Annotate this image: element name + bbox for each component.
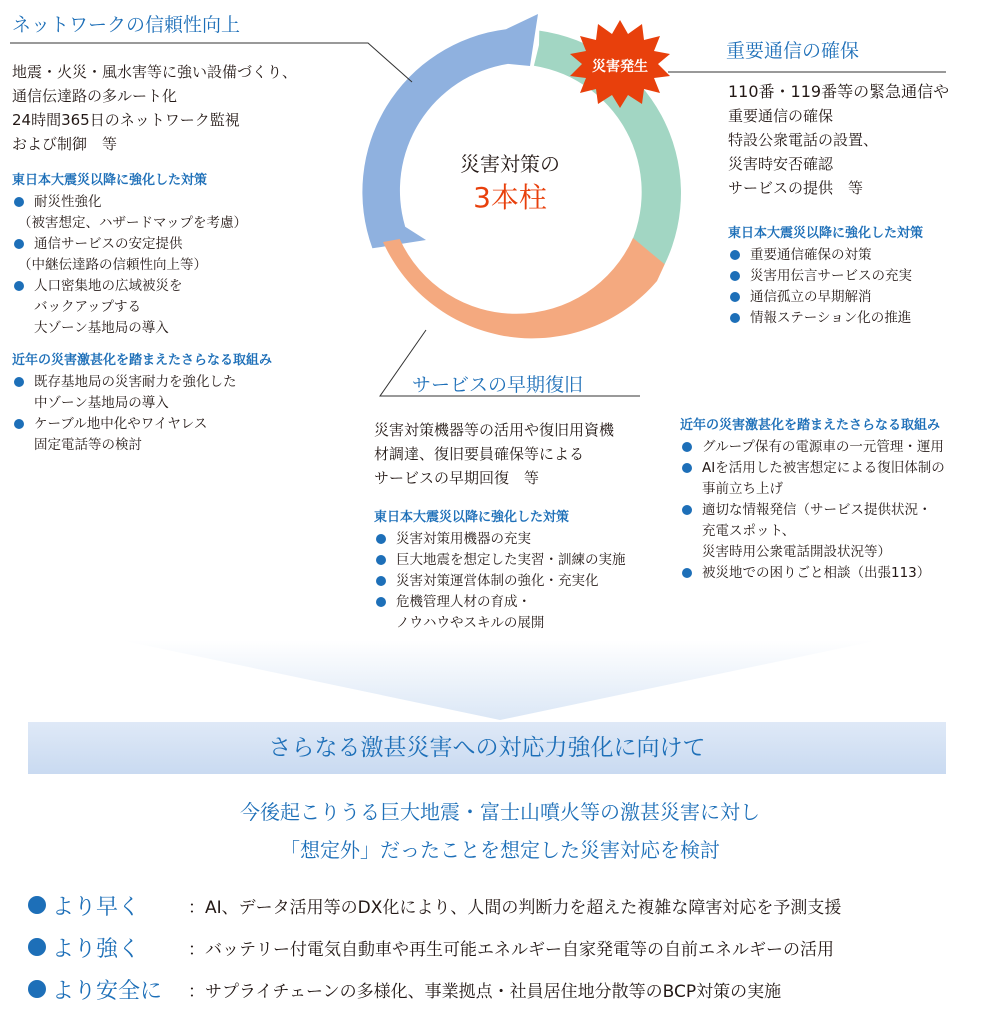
right-section-title: 重要通信の確保 xyxy=(726,40,860,62)
list-item: 通信孤立の早期解消 xyxy=(728,287,923,308)
left-body-line: 地震・火災・風水害等に強い設備づくり、 xyxy=(12,63,298,81)
list-item: 既存基地局の災害耐力を強化した 中ゾーン基地局の導入 xyxy=(12,372,272,414)
list-item-cont: ノウハウやスキルの展開 xyxy=(396,615,545,631)
bottom-body-line: サービスの早期回復 等 xyxy=(374,469,540,487)
bottom-section-body xyxy=(374,418,614,490)
right-sub-block xyxy=(728,222,923,329)
left-sub1-block xyxy=(12,169,247,339)
left-body-line: 通信伝達路の多ルート化 xyxy=(12,87,178,105)
lead-line-2: 「想定外」だったことを想定した災害対応を検討 xyxy=(280,838,720,862)
right-sub-list xyxy=(728,245,923,329)
list-item-cont: 事前立ち上げ xyxy=(702,481,783,497)
list-item-note: （被害想定、ハザードマップを考慮） xyxy=(18,215,247,231)
list-item: 通信サービスの安定提供 xyxy=(12,234,247,255)
right-body-line: 重要通信の確保 xyxy=(728,107,834,125)
left-sub2-block xyxy=(12,349,272,456)
list-item: ケーブル地中化やワイヤレス 固定電話等の検討 xyxy=(12,414,272,456)
right-section-body xyxy=(728,80,949,200)
cycle-center-line1: 災害対策の xyxy=(460,152,560,176)
bullet-dot-icon xyxy=(28,938,46,956)
point-label: より早く xyxy=(52,894,141,920)
point-text: ：サプライチェーンの多様化、事業拠点・社員居住地分散等のBCP対策の実施 xyxy=(188,981,782,1002)
bottom-section-title: サービスの早期復旧 xyxy=(412,374,584,396)
list-item: 耐災性強化 xyxy=(12,192,247,213)
bottom-sub2-heading: 近年の災害激甚化を踏まえたさらなる取組み xyxy=(680,418,941,433)
point-row-stronger xyxy=(28,932,834,962)
point-label: より安全に xyxy=(52,978,163,1004)
bottom-sub1-list xyxy=(374,529,626,634)
list-item: 適切な情報発信（サービス提供状況・ 充電スポット、 災害時用公衆電話開設状況等） xyxy=(680,500,945,563)
bottom-body-line: 材調達、復旧要員確保等による xyxy=(374,445,585,463)
left-body-line: および制御 等 xyxy=(12,135,118,153)
bottom-sub1-block xyxy=(374,506,626,634)
list-item-cont: 中ゾーン基地局の導入 xyxy=(34,395,169,411)
left-body-line: 24時間365日のネットワーク監視 xyxy=(12,111,240,129)
left-sub2-list xyxy=(12,372,272,456)
left-sub2-heading: 近年の災害激甚化を踏まえたさらなる取組み xyxy=(12,353,273,368)
right-body-line: 災害時安否確認 xyxy=(728,155,834,173)
list-item: 災害用伝言サービスの充実 xyxy=(728,266,923,287)
list-item: グループ保有の電源車の一元管理・運用 xyxy=(680,437,945,458)
left-sub1-list xyxy=(12,192,247,339)
bottom-sub2-block xyxy=(680,414,945,584)
list-item-cont: バックアップする xyxy=(34,299,142,315)
list-item-cont: 固定電話等の検討 xyxy=(34,437,142,453)
arc-orange-segment xyxy=(383,238,665,338)
point-row-safer xyxy=(28,974,781,1004)
list-item-cont: 充電スポット、 xyxy=(702,523,796,539)
bullet-dot-icon xyxy=(28,980,46,998)
list-item: AIを活用した被害想定による復旧体制の 事前立ち上げ xyxy=(680,458,945,500)
burst-label: 災害発生 xyxy=(592,59,648,75)
list-item: 巨大地震を想定した実習・訓練の実施 xyxy=(374,550,626,571)
lead-line-1: 今後起こりうる巨大地震・富士山噴火等の激甚災害に対し xyxy=(240,800,760,824)
left-section-body xyxy=(12,60,297,156)
list-item-cont: 大ゾーン基地局の導入 xyxy=(34,320,169,336)
bullet-dot-icon xyxy=(28,896,46,914)
point-text: ：バッテリー付電気自動車や再生可能エネルギー自家発電等の自前エネルギーの活用 xyxy=(188,939,834,960)
cycle-center-line2: 3本柱 xyxy=(473,181,547,214)
right-body-line: 特設公衆電話の設置、 xyxy=(728,131,879,149)
left-section-title: ネットワークの信頼性向上 xyxy=(12,14,241,36)
bottom-sub1-heading: 東日本大震災以降に強化した対策 xyxy=(374,510,570,525)
bottom-body-line: 災害対策機器等の活用や復旧用資機 xyxy=(374,421,615,439)
list-item: 人口密集地の広域被災を バックアップする 大ゾーン基地局の導入 xyxy=(12,276,247,339)
list-item: 情報ステーション化の推進 xyxy=(728,308,923,329)
funnel-gradient xyxy=(0,640,1000,722)
list-item-note: （中継伝達路の信頼性向上等） xyxy=(18,257,207,273)
point-row-faster xyxy=(28,890,841,920)
right-sub-heading: 東日本大震災以降に強化した対策 xyxy=(728,226,924,241)
right-body-line: サービスの提供 等 xyxy=(728,179,864,197)
list-item: 被災地での困りごと相談（出張113） xyxy=(680,563,945,584)
list-item-cont: 災害時用公衆電話開設状況等） xyxy=(702,544,891,560)
list-item: 重要通信確保の対策 xyxy=(728,245,923,266)
list-item: 危機管理人材の育成・ ノウハウやスキルの展開 xyxy=(374,592,626,634)
list-item: 災害対策運営体制の強化・充実化 xyxy=(374,571,626,592)
summary-banner: さらなる激甚災害への対応力強化に向けて xyxy=(28,722,946,774)
point-label: より強く xyxy=(52,936,141,962)
list-item: 災害対策用機器の充実 xyxy=(374,529,626,550)
left-sub1-heading: 東日本大震災以降に強化した対策 xyxy=(12,173,208,188)
right-body-line: 110番・119番等の緊急通信や xyxy=(728,82,950,101)
point-text: ：AI、データ活用等のDX化により、人間の判断力を超えた複雑な障害対応を予測支援 xyxy=(188,897,842,918)
bottom-sub2-list xyxy=(680,437,945,584)
